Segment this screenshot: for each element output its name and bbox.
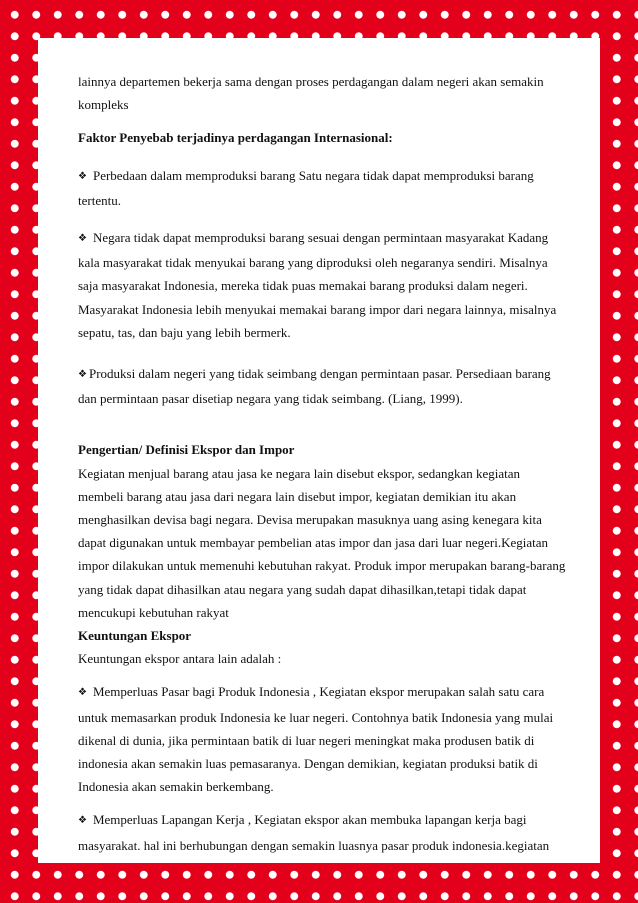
keuntungan-bullet-1-line-3: dikenal di dunia, jika permintaan batik di luar negeri meningkat maka produsen batik di (78, 732, 535, 748)
intro-line-2: kompleks (78, 97, 129, 113)
pengertian-line-4: dapat digunakan untuk membayar pembelian atas impor dan jasa dari luar negeri.Kegiatan (78, 535, 548, 551)
keuntungan-bullet-1 (78, 680, 568, 798)
pengertian-line-6: yang tidak dapat dihasilkan atau negara yang sudah dapat dihasilkan,tetapi tidak dapat (78, 581, 527, 597)
keuntungan-bullet-1-line-1: ❖ Memperluas Pasar bagi Produk Indonesia , Kegiatan ekspor merupakan salah satu cara (78, 684, 545, 700)
keuntungan-bullet-1-line-5: Indonesia akan semakin berkembang. (78, 779, 274, 795)
faktor-heading: Faktor Penyebab terjadinya perdagangan Internasional: (78, 130, 393, 146)
faktor-bullet-2 (78, 226, 568, 344)
faktor-bullet-2-line-3: saja masyarakat Indonesia, mereka tidak puas memakai barang produksi dalam negeri. (78, 278, 528, 294)
diamond-bullet-icon: ❖ (78, 170, 87, 182)
faktor-bullet-1-line-2: tertentu. (78, 192, 121, 208)
pengertian-line-2: membeli barang atau jasa dari negara lain disebut impor, kegiatan demikian itu akan (78, 488, 517, 504)
pengertian-line-5: impor dilakukan untuk memenuhi kebutuhan rakyat. Produk impor merupakan barang-barang (78, 558, 566, 574)
keuntungan-bullet-2-line-1: ❖ Memperluas Lapangan Kerja , Kegiatan ekspor akan membuka lapangan kerja bagi (78, 812, 527, 828)
keuntungan-bullet-2 (78, 808, 568, 856)
document-body (78, 70, 568, 857)
pengertian-line-3: menghasilkan devisa bagi negara. Devisa merupakan masuknya uang asing kenegara kita (78, 512, 542, 528)
diamond-bullet-icon: ❖ (78, 815, 87, 827)
faktor-bullet-2-line-2: kala masyarakat tidak menyukai barang yang diproduksi oleh negaranya sendiri. Misalnya (78, 255, 548, 271)
keuntungan-bullet-1-line-4: indonesia akan semakin luas pemasaranya. Dengan demikian, kegiatan produksi batik di (78, 756, 538, 772)
intro-line-1: lainnya departemen bekerja sama dengan proses perdagangan dalam negeri akan semakin (78, 74, 544, 89)
pengertian-line-7: mencukupi kebutuhan rakyat (78, 604, 229, 620)
faktor-bullet-3 (78, 362, 568, 410)
keuntungan-heading: Keuntungan Ekspor (78, 628, 192, 644)
pengertian-line-1: Kegiatan menjual barang atau jasa ke negara lain disebut ekspor, sedangkan kegiatan (78, 465, 521, 481)
keuntungan-bullet-1-line-2: untuk memasarkan produk Indonesia ke luar negeri. Contohnya batik Indonesia yang mulai (78, 709, 554, 725)
pengertian-heading: Pengertian/ Definisi Ekspor dan Impor (78, 442, 295, 458)
keuntungan-bullet-2-line-2: masyarakat. hal ini berhubungan dengan semakin luasnya pasar produk indonesia.kegiatan (78, 837, 550, 853)
faktor-bullet-1-line-1: ❖ Perbedaan dalam memproduksi barang Satu negara tidak dapat memproduksi barang (78, 167, 534, 183)
faktor-bullet-3-line-2: dan permintaan pasar disetiap negara yang tidak seimbang. (Liang, 1999). (78, 391, 463, 407)
faktor-bullet-2-line-1: ❖ Negara tidak dapat memproduksi barang sesuai dengan permintaan masyarakat Kadang (78, 230, 549, 246)
faktor-bullet-3-line-1: ❖ Produksi dalam negeri yang tidak seimbang dengan permintaan pasar. Persediaan barang (78, 366, 551, 382)
faktor-bullet-2-line-5: sepatu, tas, dan baju yang lebih bermerk. (78, 324, 291, 340)
keuntungan-intro: Keuntungan ekspor antara lain adalah : (78, 651, 282, 667)
diamond-bullet-icon: ❖ (78, 369, 87, 381)
diamond-bullet-icon: ❖ (78, 687, 87, 699)
faktor-bullet-1 (78, 164, 568, 212)
faktor-bullet-2-line-4: Masyarakat Indonesia lebih menyukai memakai barang impor dari negara lainnya, misalnya (78, 301, 557, 317)
pengertian-paragraph (78, 462, 568, 624)
diamond-bullet-icon: ❖ (78, 233, 87, 245)
